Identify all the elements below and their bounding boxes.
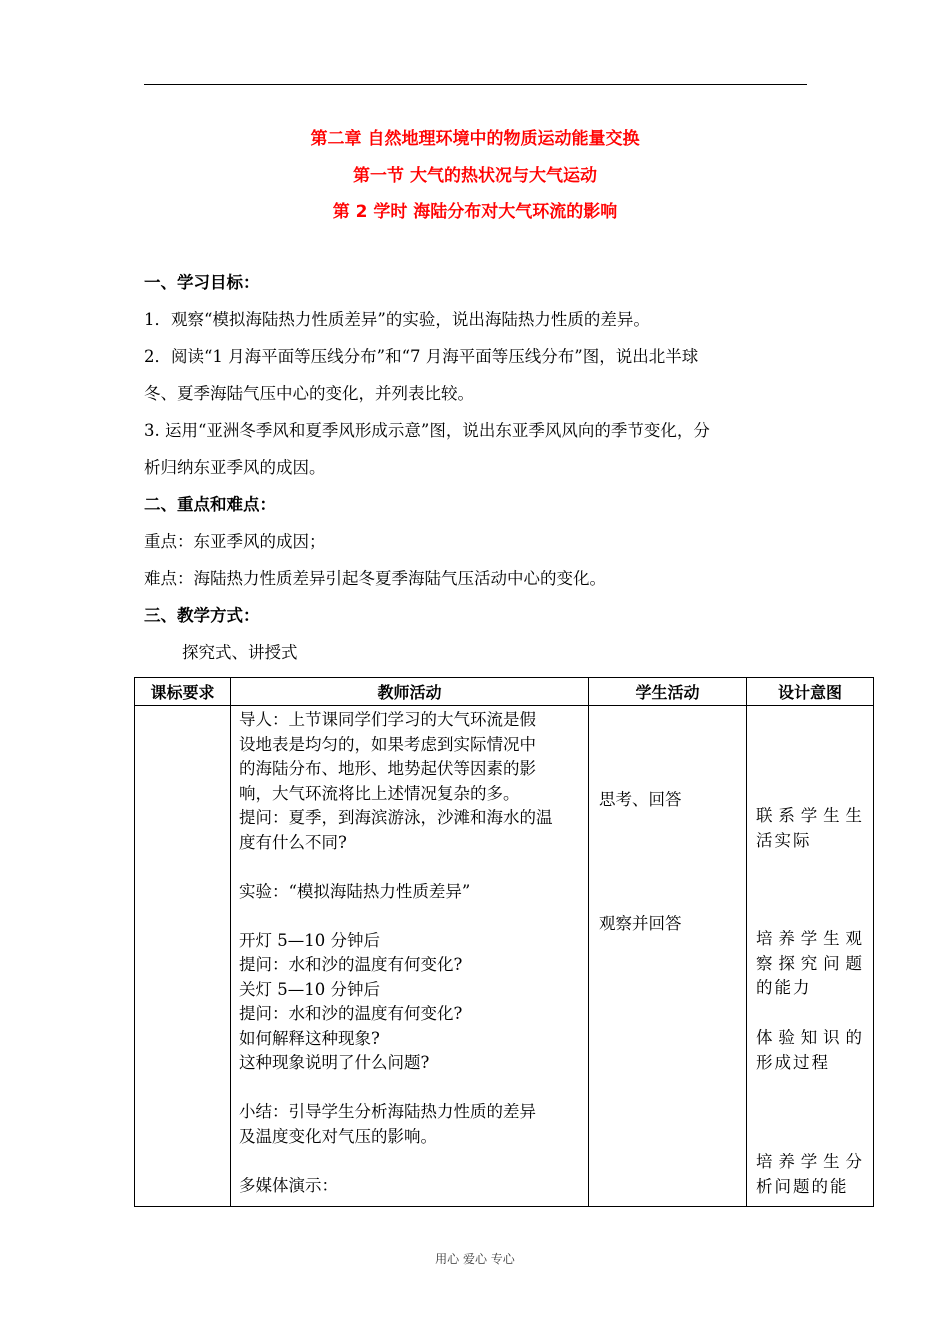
blank-line (239, 855, 582, 880)
blank-line (239, 1076, 582, 1101)
objective-line: 2．阅读“1 月海平面等压线分布”和“7 月海平面等压线分布”图，说出北半球 (144, 347, 699, 366)
student-activity-observe: 观察并回答 (599, 914, 682, 933)
design-intent-item: 培养学生分析问题的能 (756, 1152, 864, 1196)
objectives-heading: 一、学习目标： (144, 273, 260, 292)
teacher-line: 小结：引导学生分析海陆热力性质的差异 (239, 1102, 536, 1121)
objective-line: 冬、夏季海陆气压中心的变化，并列表比较。 (144, 384, 474, 403)
key-points-heading: 二、重点和难点： (144, 495, 276, 514)
standard-cell (135, 706, 231, 1207)
teacher-line: 设地表是均匀的，如果考虑到实际情况中 (239, 734, 536, 754)
header-rule (144, 84, 807, 85)
teacher-line: 关灯 5—10 分钟后 (239, 979, 380, 999)
column-header: 课标要求 (135, 678, 231, 706)
student-activity-think: 思考、回答 (599, 790, 682, 809)
method-heading: 三、教学方式： (144, 606, 260, 625)
student-activity-cell (589, 706, 747, 1207)
teacher-activity-cell (231, 706, 589, 1207)
teacher-line: 度有什么不同? (239, 832, 347, 852)
objective-line: 3. 运用“亚洲冬季风和夏季风形成示意”图，说出东亚季风风向的季节变化，分 (144, 421, 710, 440)
design-intent-cell (747, 706, 874, 1207)
teacher-line: 这种现象说明了什么问题? (239, 1053, 430, 1072)
blank-line (239, 1149, 582, 1174)
objectives-section (144, 264, 810, 671)
design-intent-item: 联系学生生活实际 (756, 806, 864, 850)
teacher-line: 响，大气环流将比上述情况复杂的多。 (239, 783, 520, 803)
teacher-line: 提问：水和沙的温度有何变化? (239, 1004, 463, 1023)
section-title: 第一节 大气的热状况与大气运动 (353, 166, 597, 186)
objective-line: 1．观察“模拟海陆热力性质差异”的实验，说出海陆热力性质的差异。 (144, 310, 650, 329)
column-header: 教师活动 (231, 678, 589, 706)
teacher-line: 导人：上节课同学们学习的大气环流是假 (239, 710, 536, 729)
chapter-title: 第二章 自然地理环境中的物质运动能量交换 (310, 129, 640, 149)
column-header: 设计意图 (747, 678, 874, 706)
teacher-line: 及温度变化对气压的影响。 (239, 1126, 437, 1146)
key-point-line: 重点：东亚季风的成因； (144, 532, 326, 551)
method-text: 探究式、讲授式 (182, 643, 298, 662)
teacher-line: 提问：水和沙的温度有何变化? (239, 955, 463, 974)
lesson-title: 第 2 学时 海陆分布对大气环流的影响 (332, 202, 618, 222)
table-header-row (135, 678, 874, 706)
page-footer: 用心 爱心 专心 (435, 1252, 515, 1266)
teacher-line: 多媒体演示： (239, 1175, 338, 1195)
table-row (135, 706, 874, 1207)
teacher-line: 如何解释这种现象? (239, 1028, 380, 1048)
blank-line (239, 904, 582, 929)
teacher-line: 提问：夏季，到海滨游泳，沙滩和海水的温 (239, 808, 553, 827)
design-intent-item: 体验知识的形成过程 (756, 1028, 864, 1072)
teacher-line: 的海陆分布、地形、地势起伏等因素的影 (239, 759, 536, 778)
difficult-point-line: 难点：海陆热力性质差异引起冬夏季海陆气压活动中心的变化。 (144, 569, 606, 588)
column-header: 学生活动 (589, 678, 747, 706)
teacher-line: 实验：“模拟海陆热力性质差异” (239, 881, 471, 901)
design-intent-item: 培养学生观察探究问题的能力 (756, 929, 864, 997)
teacher-line: 开灯 5—10 分钟后 (239, 930, 380, 950)
objective-line: 析归纳东亚季风的成因。 (144, 458, 326, 477)
lesson-plan-table (134, 677, 874, 1207)
